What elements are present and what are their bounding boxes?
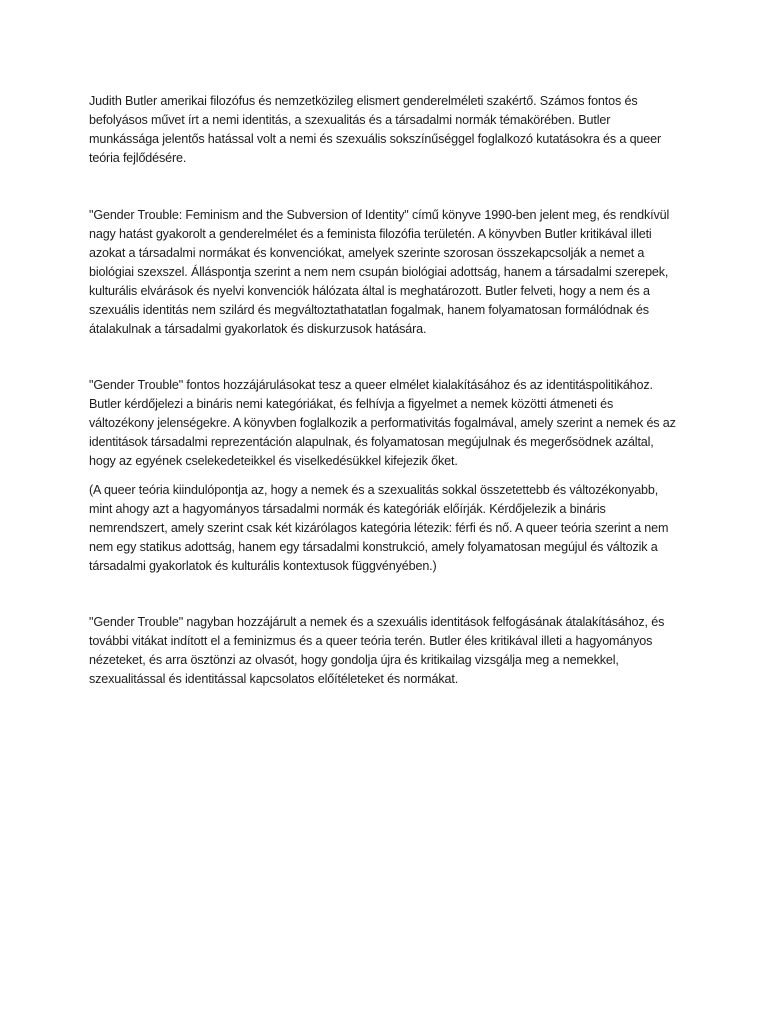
paragraph-conclusion: "Gender Trouble" nagyban hozzájárult a nemek és a szexuális identitások felfogásának átalakításához, és további vitákat indított el a feminizmus és a queer teória terén. Butler éles kritikával illeti a hagyományos nézeteket, és arra ösztönzi az olvasót, hogy gondolja újra és kritikailag vizsgálja meg a nemekkel, szexualitással és identitással kapcsolatos előítéleteket és normákat.: [89, 615, 665, 686]
paragraph-gender-trouble-book: "Gender Trouble: Feminism and the Subversion of Identity" című könyve 1990-ben jelent meg, és rendkívül nagy hatást gyakorolt a genderelmélet és a feminista filozófia területén. A könyvben Butler kritikával illeti azokat a társadalmi normákat és konvenciókat, amelyek szerinte szorosan összekapcsolják a nemet a biológiai szexszel. Álláspontja szerint a nem nem csupán biológiai adottság, hanem a társadalmi szerepek, kulturális elvárások és nyelvi konvenciók hálózata által is meghatározott. Butler felveti, hogy a nem és a szexuális identitás nem szilárd és megváltoztathatatlan fogalmak, hanem folyamatosan formálódnak és átalakulnak a társadalmi gyakorlatok és diskurzusok hatására.: [89, 208, 670, 336]
paragraph-queer-theory-note: (A queer teória kiindulópontja az, hogy a nemek és a szexualitás sokkal összetettebb és változékonyabb, mint ahogy azt a hagyományos társadalmi normák és kategóriák előírják. Kérdőjelezik a bináris nemrendszert, amely szerint csak két kizárólagos kategória létezik: férfi és nő. A queer teória szerint a nem nem egy statikus adottság, hanem egy társadalmi konstrukció, amely folyamatosan megújul és változik a társadalmi gyakorlatok és kulturális kontextusok függvényében.): [89, 483, 669, 573]
paragraph-butler-intro: Judith Butler amerikai filozófus és nemzetközileg elismert genderelméleti szakértő. Számos fontos és befolyásos művet írt a nemi identitás, a szexualitás és a társadalmi normák témakörében. Butler munkássága jelentős hatással volt a nemi és szexuális sokszínűséggel foglalkozó kutatásokra és a queer teória fejlődésére.: [89, 94, 662, 165]
paragraph-queer-theory-contribution: "Gender Trouble" fontos hozzájárulásokat tesz a queer elmélet kialakításához és az identitáspolitikához. Butler kérdőjelezi a bináris nemi kategóriákat, és felhívja a figyelmet a nemek közötti átmeneti és változékony jelenségekre. A könyvben foglalkozik a performativitás fogalmával, amely szerint a nemek és az identitások társadalmi reprezentáción alapulnak, és folyamatosan megújulnak és megerősödnek azáltal, hogy az egyének cselekedeteikkel és viselkedésükkel kifejezik őket.: [89, 378, 676, 468]
